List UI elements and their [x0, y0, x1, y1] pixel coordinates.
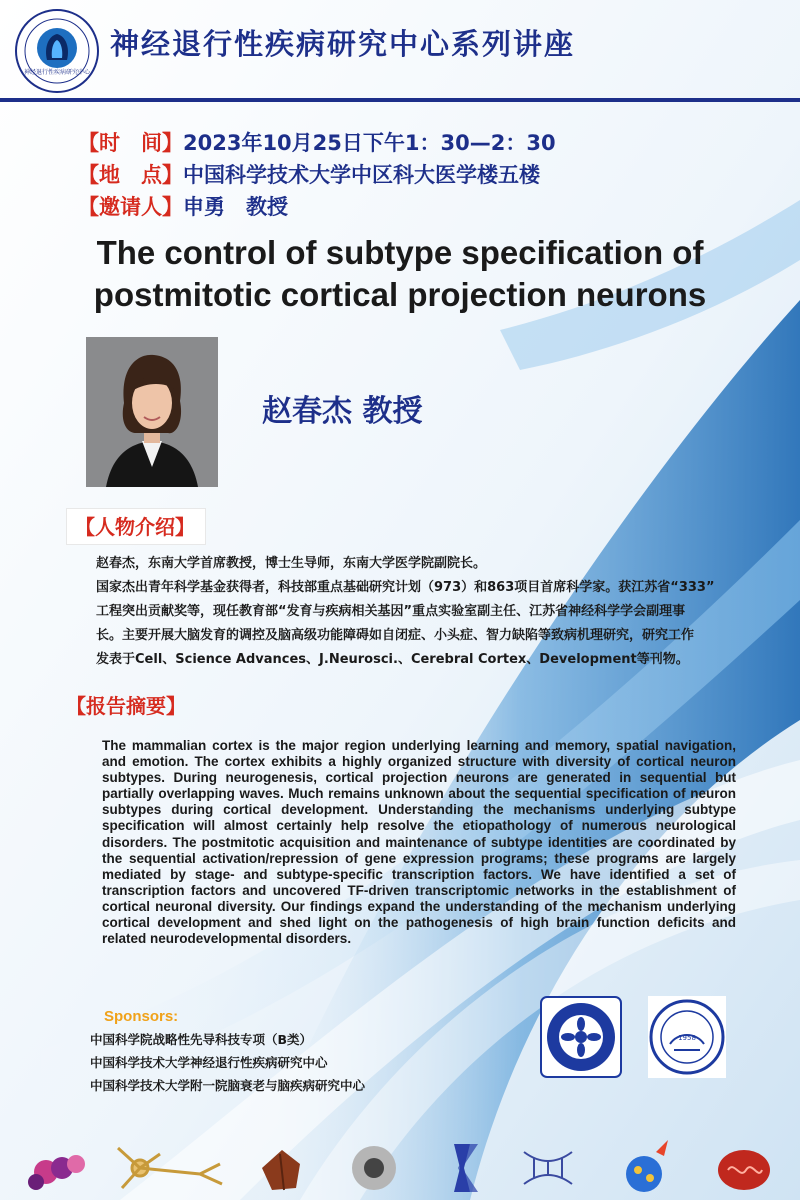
talk-title	[50, 232, 750, 316]
place-row	[78, 159, 540, 189]
cas-logo-icon	[540, 996, 622, 1078]
bio-line: 发表于Cell、Science Advances、J.Neurosci.、Cerebral Cortex、Development等刊物。	[96, 652, 689, 667]
leaf-icon	[262, 1150, 300, 1190]
speaker-name: 赵春杰 教授	[262, 394, 423, 429]
dna-icon	[524, 1152, 572, 1184]
decorative-icon-strip	[0, 1134, 800, 1200]
time-label: 【时 间】	[78, 131, 183, 155]
place-label: 【地 点】	[78, 163, 183, 187]
bio-line: 赵春杰，东南大学首席教授，博士生导师，东南大学医学院副院长。	[96, 556, 487, 571]
mitochondria-icon	[718, 1150, 770, 1190]
bio-text	[96, 552, 766, 672]
sponsor-item: 中国科学技术大学附一院脑衰老与脑疾病研究中心	[90, 1078, 366, 1093]
bio-line: 长。主要开展大脑发育的调控及脑高级功能障碍如自闭症、小头症、智力缺陷等致病机理研究，研究工作	[96, 628, 695, 643]
virus-icon	[626, 1140, 668, 1192]
sponsor-item: 中国科学院战略性先导科技专项（B类）	[90, 1032, 313, 1047]
talk-title-line1: The control of subtype specification of	[96, 234, 704, 271]
protein-icon	[28, 1155, 85, 1190]
neuron-icon	[118, 1148, 222, 1188]
bio-heading: 【人物介绍】	[66, 508, 206, 545]
institute-logo-icon	[14, 8, 100, 94]
chromosome-icon	[454, 1144, 478, 1192]
host-row	[78, 191, 288, 221]
time-row	[78, 127, 556, 157]
logo-text: 神经退行性疾病研究中心	[23, 69, 91, 76]
bio-line: 工程突出贡献奖等，现任教育部“发育与疾病相关基因”重点实验室副主任、江苏省神经科学学会副理事	[96, 604, 686, 619]
bio-line: 国家杰出青年科学基金获得者，科技部重点基础研究计划（973）和863项目首席科学家。获江苏省“333”	[96, 580, 715, 595]
cell-icon	[352, 1146, 396, 1190]
series-title: 神经退行性疾病研究中心系列讲座	[110, 27, 576, 61]
host-value: 申勇 教授	[183, 195, 288, 219]
host-label: 【邀请人】	[78, 195, 183, 219]
ustc-logo-icon	[648, 996, 726, 1078]
header-rule	[0, 98, 800, 102]
abstract-heading: 【报告摘要】	[66, 694, 186, 718]
time-value: 2023年10月25日下午1：30—2：30	[183, 131, 556, 155]
talk-title-line2: postmitotic cortical projection neurons	[93, 276, 707, 313]
sponsors-label: Sponsors:	[104, 1008, 179, 1025]
ustc-year: 1958	[678, 1034, 696, 1042]
speaker-photo	[86, 337, 218, 487]
sponsor-item: 中国科学技术大学神经退行性疾病研究中心	[90, 1055, 328, 1070]
abstract-text: The mammalian cortex is the major region underlying learning and memory, spatial navigation, and emotion. The cortex exhibits a highly organized structure with diversity of cortical neuron subtypes. During neurogenesis, cortical projection neurons are generated in sequential but partially overlapping waves. Much remains unknown about the sequential specification of neuron subtypes during cortical development. Understanding the mechanisms underlying subtype specification will almost certainly help resolve the etiopathology of numerous neurological disorders. The postmitotic acquisition and maintenance of subtype identities are coordinated by the sequential activation/repression of gene expression programs; these programs are largely mediated by stage- and subtype-specific transcription factors. We have identified a set of transcription factors and uncovered TF-driven transcriptomic networks in the establishment of cortical neuronal diversity. Our findings expand the understanding of the mechanism underlying cortical development and shed light on the pathogenesis of high brain function deficits and related neurodevelopmental disorders.	[102, 738, 736, 947]
place-value: 中国科学技术大学中区科大医学楼五楼	[183, 163, 540, 187]
